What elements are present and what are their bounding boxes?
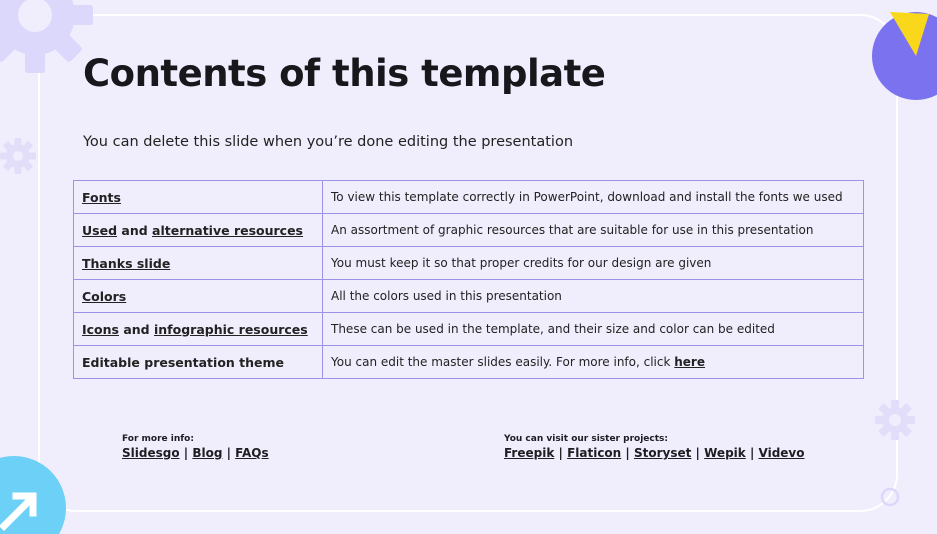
footer-link-freepik[interactable]: Freepik bbox=[504, 446, 555, 460]
footer-link-slidesgo[interactable]: Slidesgo bbox=[122, 446, 180, 460]
row-topic-cell bbox=[74, 181, 323, 214]
resource-link[interactable]: Colors bbox=[82, 288, 127, 304]
resource-link[interactable]: Icons bbox=[82, 321, 119, 337]
table-row bbox=[74, 214, 864, 247]
footer-more-info bbox=[122, 434, 269, 460]
cell-text: These can be used in the template, and their size and color can be edited bbox=[331, 322, 775, 336]
footer-link-blog[interactable]: Blog bbox=[192, 446, 223, 460]
arrow-up-right-icon bbox=[0, 454, 70, 534]
link-separator: | bbox=[691, 446, 705, 460]
cell-text: You must keep it so that proper credits for our design are given bbox=[331, 256, 712, 270]
row-topic-cell bbox=[74, 346, 323, 379]
footer-label: You can visit our sister projects: bbox=[504, 434, 668, 444]
resource-link[interactable]: Fonts bbox=[82, 189, 121, 205]
row-topic-cell bbox=[74, 280, 323, 313]
page-title: Contents of this template bbox=[83, 52, 606, 95]
cell-text: Editable presentation theme bbox=[82, 354, 285, 370]
cell-text: All the colors used in this presentation bbox=[331, 289, 562, 303]
cell-text: You can edit the master slides easily. For more info, click bbox=[331, 355, 675, 369]
link-separator: | bbox=[621, 446, 634, 460]
resource-link[interactable]: Used bbox=[82, 222, 118, 238]
ring-icon bbox=[879, 486, 901, 508]
row-topic-cell bbox=[74, 214, 323, 247]
footer-link-wepik[interactable]: Wepik bbox=[704, 446, 746, 460]
link-separator: | bbox=[554, 446, 568, 460]
cell-text: and bbox=[119, 321, 154, 337]
row-topic-cell bbox=[74, 313, 323, 346]
table-row bbox=[74, 247, 864, 280]
link-separator: | bbox=[745, 446, 759, 460]
footer-link-videvo[interactable]: Videvo bbox=[758, 446, 805, 460]
resource-link[interactable]: infographic resources bbox=[154, 321, 308, 337]
row-description-cell bbox=[323, 214, 864, 247]
footer-links bbox=[122, 446, 269, 460]
row-description-cell bbox=[323, 181, 864, 214]
resource-link[interactable]: Thanks slide bbox=[82, 255, 171, 271]
gear-icon bbox=[873, 398, 917, 442]
pie-chart-icon bbox=[866, 8, 937, 100]
link-separator: | bbox=[179, 446, 193, 460]
footer-link-flaticon[interactable]: Flaticon bbox=[567, 446, 622, 460]
row-description-cell bbox=[323, 346, 864, 379]
cell-text: and bbox=[117, 222, 153, 238]
subtitle: You can delete this slide when you’re done editing the presentation bbox=[83, 134, 574, 150]
table-row bbox=[74, 280, 864, 313]
contents-table bbox=[73, 180, 864, 379]
footer-label: For more info: bbox=[122, 434, 194, 444]
table-row bbox=[74, 313, 864, 346]
footer-link-storyset[interactable]: Storyset bbox=[633, 446, 692, 460]
row-description-cell bbox=[323, 247, 864, 280]
cell-text: An assortment of graphic resources that are suitable for use in this presentation bbox=[331, 223, 814, 237]
footer-links bbox=[504, 446, 805, 460]
table-row bbox=[74, 181, 864, 214]
gear-icon bbox=[0, 136, 38, 176]
footer-sister-projects bbox=[504, 434, 805, 460]
table-row bbox=[74, 346, 864, 379]
resource-link[interactable]: here bbox=[674, 355, 705, 369]
row-topic-cell bbox=[74, 247, 323, 280]
cell-text: To view this template correctly in PowerPoint, download and install the fonts we used bbox=[331, 190, 843, 204]
row-description-cell bbox=[323, 280, 864, 313]
link-separator: | bbox=[222, 446, 236, 460]
resource-link[interactable]: alternative resources bbox=[152, 222, 304, 238]
footer-link-faqs[interactable]: FAQs bbox=[235, 446, 269, 460]
row-description-cell bbox=[323, 313, 864, 346]
